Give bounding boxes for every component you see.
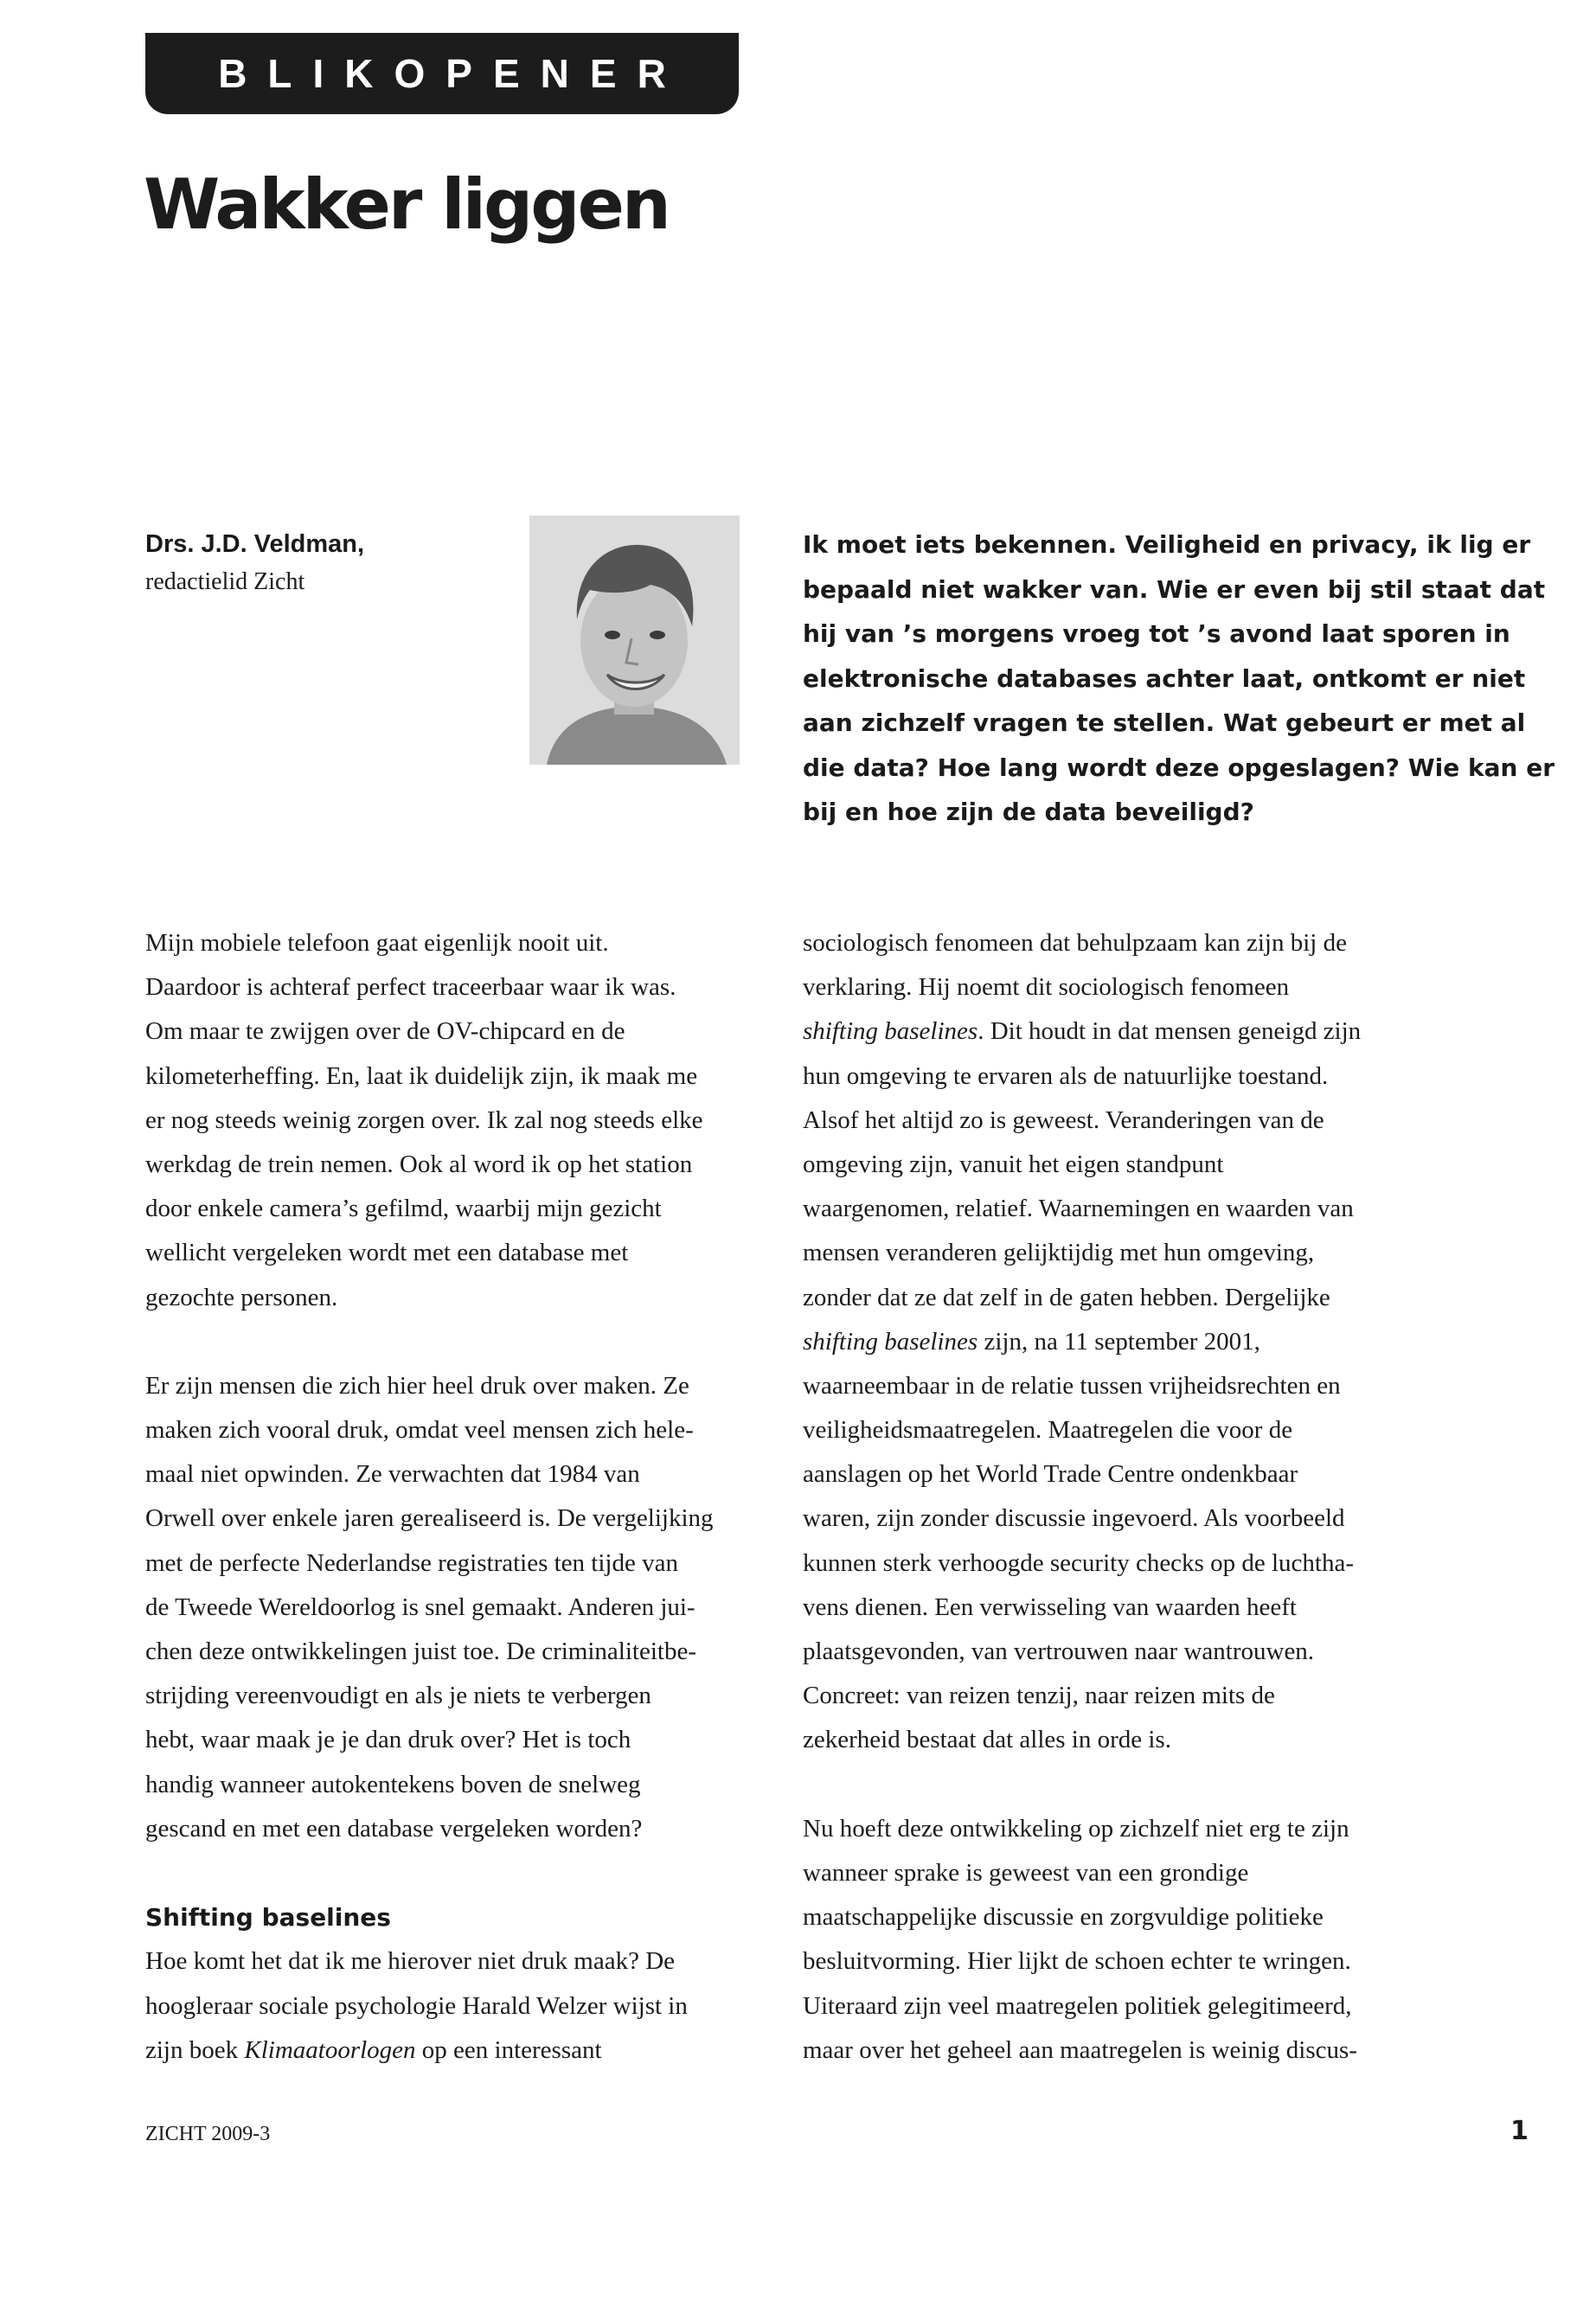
lead-paragraph [803, 522, 1555, 835]
body-line: Er zijn mensen die zich hier heel druk over maken. Ze [145, 1371, 689, 1400]
body-line: werkdag de trein nemen. Ook al word ik op het station [145, 1150, 693, 1178]
body-line: Hoe komt het dat ik me hierover niet druk maak? De [145, 1947, 676, 1976]
article-title: Wakker liggen [144, 164, 669, 245]
lead-line: aan zichzelf vragen te stellen. Wat gebeurt er met al [803, 708, 1526, 737]
body-line: Uiteraard zijn veel maatregelen politiek gelegitimeerd, [803, 1991, 1352, 2020]
body-line: maal niet opwinden. Ze verwachten dat 1984 van [145, 1460, 640, 1489]
body-line: Om maar te zwijgen over de OV-chipcard en de [145, 1017, 625, 1046]
body-line: kunnen sterk verhoogde security checks op de luchtha- [803, 1548, 1354, 1577]
body-line: Nu hoeft deze ontwikkeling op zichzelf niet erg te zijn [803, 1814, 1349, 1843]
body-line: hoogleraar sociale psychologie Harald Welzer wijst in [145, 1991, 688, 2020]
body-line: Concreet: van reizen tenzij, naar reizen mits de [803, 1682, 1275, 1710]
body-line: maar over het geheel aan maatregelen is weinig discus- [803, 2035, 1357, 2064]
body-line: sociologisch fenomeen dat behulpzaam kan zijn bij de [803, 929, 1347, 957]
body-line: gescand en met een database vergeleken worden? [145, 1814, 643, 1843]
page-number: 1 [1510, 2116, 1529, 2146]
lead-line: bij en hoe zijn de data beveiligd? [803, 798, 1254, 826]
body-line: Alsof het altijd zo is geweest. Veranderingen van de [803, 1106, 1324, 1134]
body-line: waargenomen, relatief. Waarnemingen en waarden van [803, 1195, 1354, 1223]
body-line: verklaring. Hij noemt dit sociologisch fenomeen [803, 973, 1290, 1002]
body-line: maken zich vooral druk, omdat veel mensen zich hele- [145, 1416, 694, 1445]
body-line: Orwell over enkele jaren gerealiseerd is. De vergelijking [145, 1504, 714, 1533]
author-name: Drs. J.D. Veldman, [145, 530, 365, 558]
section-banner [145, 33, 739, 114]
body-line: door enkele camera’s gefilmd, waarbij mijn gezicht [145, 1195, 662, 1223]
body-line: met de perfecte Nederlandse registraties ten tijde van [145, 1548, 678, 1577]
body-line: Mijn mobiele telefoon gaat eigenlijk nooit uit. [145, 929, 609, 957]
body-line: hebt, waar maak je je dan druk over? Het is toch [145, 1726, 631, 1754]
body-line: mensen veranderen gelijktijdig met hun omgeving, [803, 1239, 1315, 1267]
body-line: zekerheid bestaat dat alles in orde is. [803, 1726, 1171, 1754]
body-line: omgeving zijn, vanuit het eigen standpunt [803, 1150, 1224, 1178]
author-block [145, 525, 364, 601]
body-line: kilometerheffing. En, laat ik duidelijk zijn, ik maak me [145, 1061, 698, 1090]
body-line: plaatsgevonden, van vertrouwen naar wantrouwen. [803, 1638, 1315, 1665]
lead-line: die data? Hoe lang wordt deze opgeslagen? Wie kan er [803, 753, 1555, 782]
section-heading: Shifting baselines [145, 1903, 391, 1932]
body-line: maatschappelijke discussie en zorgvuldige politieke [803, 1903, 1324, 1932]
body-line: aanslagen op het World Trade Centre ondenkbaar [803, 1460, 1298, 1489]
body-line: de Tweede Wereldoorlog is snel gemaakt. Anderen jui- [145, 1593, 695, 1621]
lead-line: elektronische databases achter laat, ontkomt er niet [803, 663, 1526, 693]
body-line: strijding vereenvoudigt en als je niets te verbergen [145, 1682, 651, 1710]
body-line: zijn boek Klimaatoorlogen op een interessant [145, 2035, 602, 2064]
section-label: BLIKOPENER [218, 51, 687, 96]
body-line: Daardoor is achteraf perfect traceerbaar waar ik was. [145, 973, 676, 1002]
body-line: veiligheidsmaatregelen. Maatregelen die voor de [803, 1416, 1293, 1445]
body-line: hun omgeving te ervaren als de natuurlijke toestand. [803, 1061, 1329, 1090]
body-line: vens dienen. Een verwisseling van waarden heeft [803, 1593, 1297, 1621]
footer-publication: ZICHT 2009-3 [145, 2123, 271, 2145]
body-line: besluitvorming. Hier lijkt de schoen echter te wringen. [803, 1947, 1351, 1976]
author-photo [529, 516, 740, 765]
lead-line: bepaald niet wakker van. Wie er even bij stil staat dat [803, 574, 1546, 604]
body-line: gezochte personen. [145, 1283, 338, 1311]
body-line: wanneer sprake is geweest van een grondige [803, 1858, 1249, 1887]
body-line: waarneembaar in de relatie tussen vrijheidsrechten en [803, 1371, 1341, 1400]
book-title: Klimaatoorlogen [244, 2035, 416, 2064]
body-line: zonder dat ze dat zelf in de gaten hebben. Dergelijke [803, 1283, 1330, 1311]
body-line: shifting baselines zijn, na 11 september 2001, [803, 1327, 1260, 1356]
body-column-right [803, 921, 1408, 2073]
body-column-left [145, 921, 751, 2073]
body-line: er nog steeds weinig zorgen over. Ik zal nog steeds elke [145, 1106, 703, 1134]
author-role: redactielid Zicht [145, 568, 305, 595]
term-emphasis: shifting baselines [803, 1327, 978, 1356]
body-line: chen deze ontwikkelingen juist toe. De criminaliteitbe- [145, 1638, 696, 1665]
body-line: waren, zijn zonder discussie ingevoerd. Als voorbeeld [803, 1504, 1345, 1533]
body-line: handig wanneer autokentekens boven de snelweg [145, 1770, 641, 1798]
lead-line: hij van ’s morgens vroeg tot ’s avond laat sporen in [803, 619, 1510, 648]
lead-line: Ik moet iets bekennen. Veiligheid en privacy, ik lig er [803, 530, 1531, 559]
body-line: wellicht vergeleken wordt met een database met [145, 1239, 629, 1267]
body-line: shifting baselines. Dit houdt in dat mensen geneigd zijn [803, 1017, 1362, 1046]
term-emphasis: shifting baselines [803, 1017, 978, 1046]
